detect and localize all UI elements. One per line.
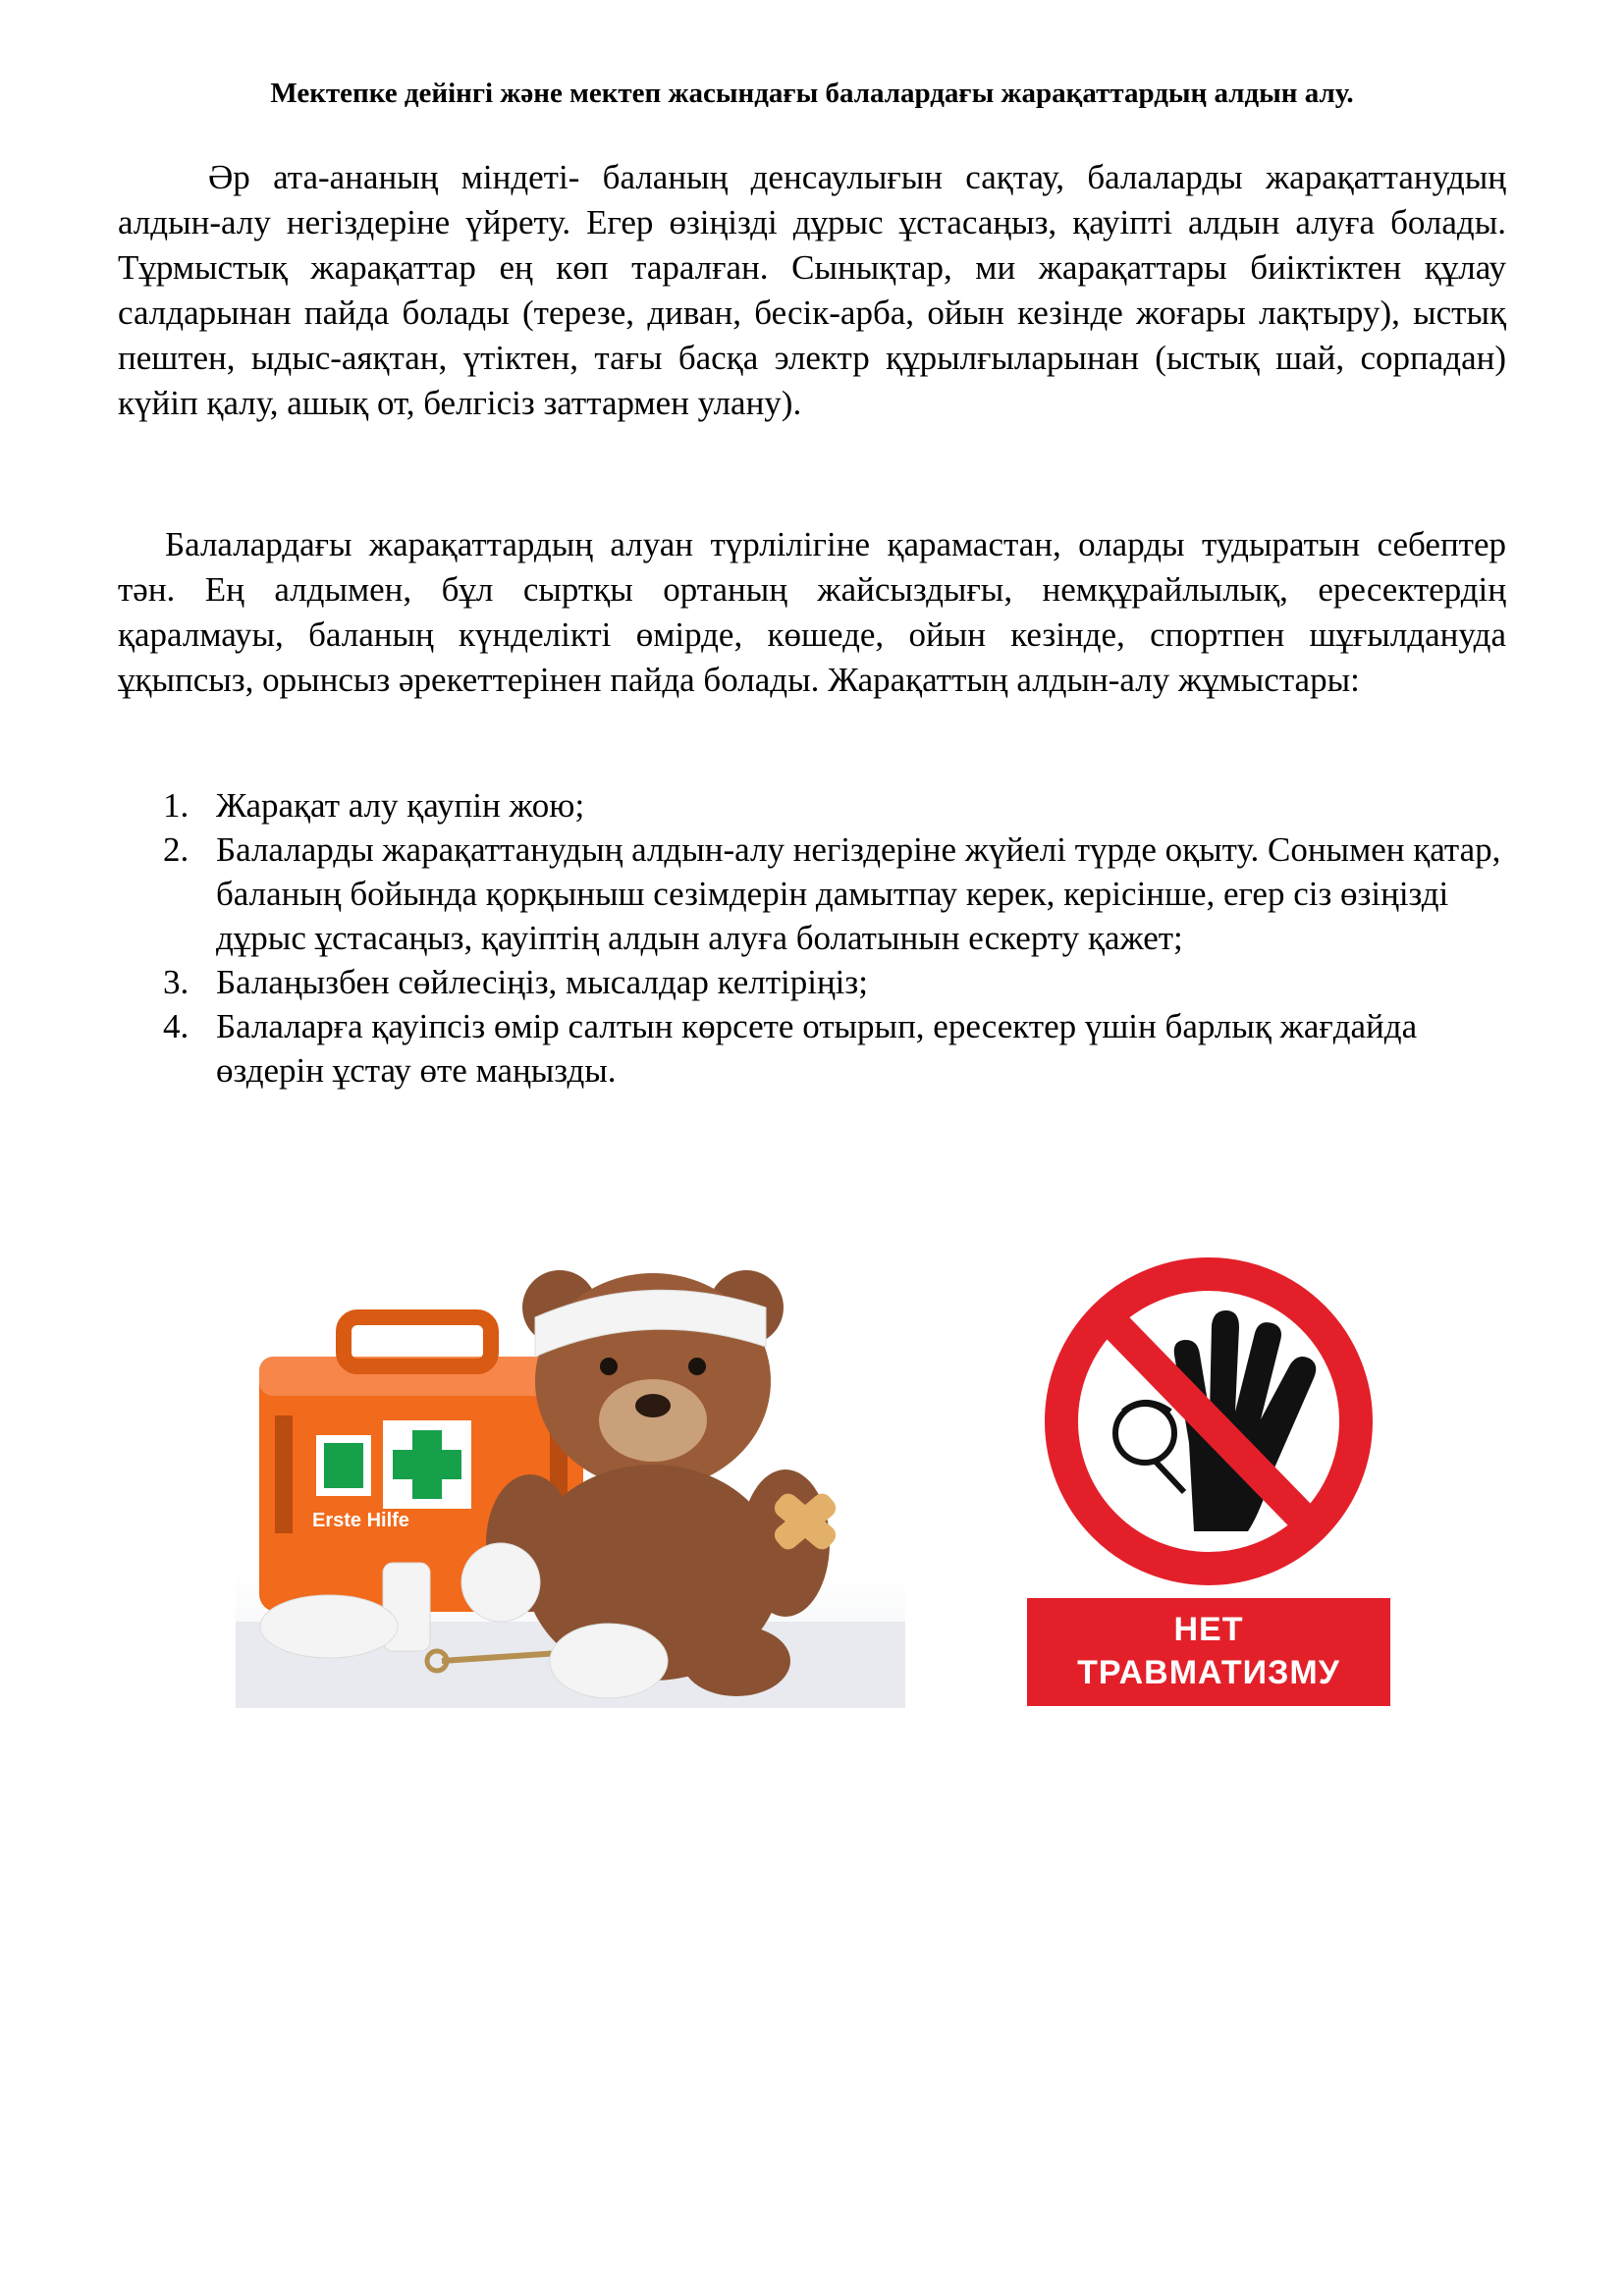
prevention-list bbox=[118, 783, 1506, 1093]
prohibition-sign-icon bbox=[1061, 1274, 1356, 1569]
list-item-number: 1. bbox=[163, 786, 189, 825]
list-item bbox=[118, 960, 1506, 1004]
list-item bbox=[118, 783, 1506, 828]
svg-text:Erste Hilfe: Erste Hilfe bbox=[312, 1510, 409, 1531]
document-title: Мектепке дейінгі және мектеп жасындағы балалардағы жарақаттардың алдын алу. bbox=[270, 78, 1354, 109]
sign-caption-line-1: НЕТ bbox=[1173, 1611, 1244, 1648]
list-item-number: 2. bbox=[163, 830, 189, 869]
no-injury-sign-image bbox=[1027, 1247, 1390, 1706]
list-item-number: 4. bbox=[163, 1007, 189, 1045]
list-item-text: Балаларды жарақаттанудың алдын-алу негіздеріне жүйелі түрде оқыту. Сонымен қатар, баланың бойында қорқыныш сезімдерін дамытпау керек, керісінше, егер сіз өзіңізді дұрыс ұстасаңыз, қауіптің алдын алуға болатынын ескерту қажет; bbox=[216, 830, 1501, 957]
list-item-text: Балаларға қауіпсіз өмір салтын көрсете отырып, ересектер үшін барлық жағдайда өздерін ұстау өте маңызды. bbox=[216, 1007, 1418, 1090]
paragraph-2: Балалардағы жарақаттардың алуан түрлілігіне қарамастан, оларды тудыратын себептер тән. Ең алдымен, бұл сыртқы ортаның жайсыздығы, немқұрайлылық, ересектердің қаралмауы, баланың күнделікті өмірде, көшеде, ойын кезінде, спортпен шұғылдануда ұқыпсыз, орынсыз әрекеттерінен пайда болады. Жарақаттың алдын-алу жұмыстары: bbox=[118, 525, 1506, 699]
sign-caption-line-2: ТРАВМАТИЗМУ bbox=[1077, 1654, 1340, 1691]
sign-caption bbox=[1027, 1598, 1390, 1706]
list-item-text: Балаңызбен сөйлесіңіз, мысалдар келтіріңіз; bbox=[216, 963, 868, 1001]
list-item bbox=[118, 1004, 1506, 1093]
list-item-text: Жарақат алу қаупін жою; bbox=[216, 786, 585, 825]
list-item bbox=[118, 828, 1506, 960]
teddy-bear-first-aid-image bbox=[236, 1249, 905, 1708]
list-item-number: 3. bbox=[163, 963, 189, 1001]
paragraph-1: Әр ата-ананың міндеті- баланың денсаулығын сақтау, балаларды жарақаттанудың алдын-алу негіздеріне үйрету. Егер өзіңізді дұрыс ұстасаңыз, қауіпті алдын алуға болады. Тұрмыстық жарақаттар ең көп таралған. Сынықтар, ми жарақаттары биіктіктен құлау салдарынан пайда болады (терезе, диван, бесік-арба, ойын кезінде жоғары лақтыру), ыстық пештен, ыдыс-аяқтан, үтіктен, тағы басқа электр құрылғыларынан (ыстық шай, сорпадан) күйіп қалу, ашық от, белгісіз заттармен улану). bbox=[118, 158, 1506, 422]
